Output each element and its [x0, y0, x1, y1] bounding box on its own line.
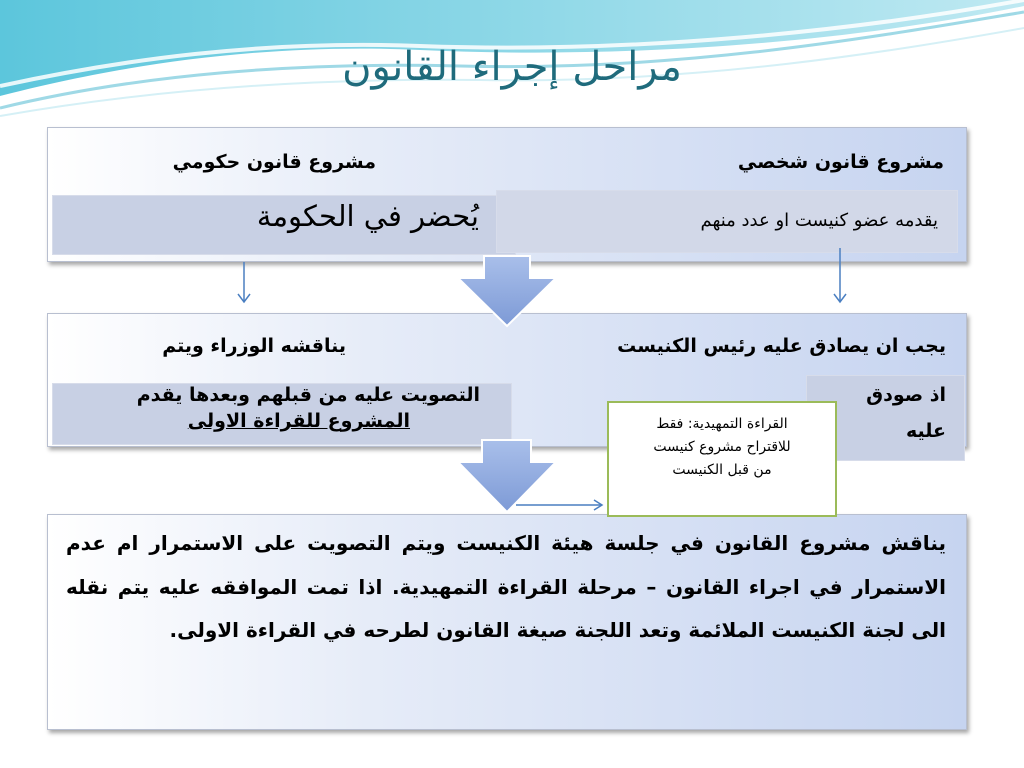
ministers-discussion-line3: المشروع للقراءة الاولى: [187, 410, 410, 432]
ministers-discussion-line1: يناقشه الوزراء ويتم: [162, 335, 346, 357]
callout-connector-arrow: [516, 500, 602, 510]
preliminary-reading-callout: [607, 401, 837, 517]
government-bill-detail: يُحضر في الحكومة: [256, 199, 479, 233]
ministers-discussion-line2: التصويت عليه من قبلهم وبعدها يقدم: [136, 384, 480, 406]
approval-line-a: اذ صودق: [866, 384, 946, 406]
private-bill-detail: يقدمه عضو كنيست او عدد منهم: [700, 210, 938, 231]
private-bill-heading: مشروع قانون شخصي: [737, 151, 944, 173]
approval-line-b: عليه: [905, 420, 946, 442]
left-connector-arrow: [238, 262, 250, 302]
speaker-approval-text: يجب ان يصادق عليه رئيس الكنيست: [617, 335, 946, 357]
callout-line-2: للاقتراح مشروع كنيست: [653, 439, 791, 455]
page-title: مراحل إجراء القانون: [342, 44, 682, 90]
callout-line-1: القراءة التمهيدية: فقط: [656, 416, 788, 432]
down-arrow-2: [458, 440, 556, 512]
government-bill-heading: مشروع قانون حكومي: [172, 151, 376, 173]
callout-line-3: من قبل الكنيست: [672, 462, 772, 478]
stage-3-description: يناقش مشروع القانون في جلسة هيئة الكنيست ويتم التصويت على الاستمرار ام عدم الاستمرار في اجراء القانون – مرحلة القراءة التمهيدية. اذا تمت الموافقه عليه يتم نقله الى لجنة الكنيست الملائمة وتعد اللجنة صيغة القانون لطرحه في القراءة الاولى.: [66, 531, 946, 642]
